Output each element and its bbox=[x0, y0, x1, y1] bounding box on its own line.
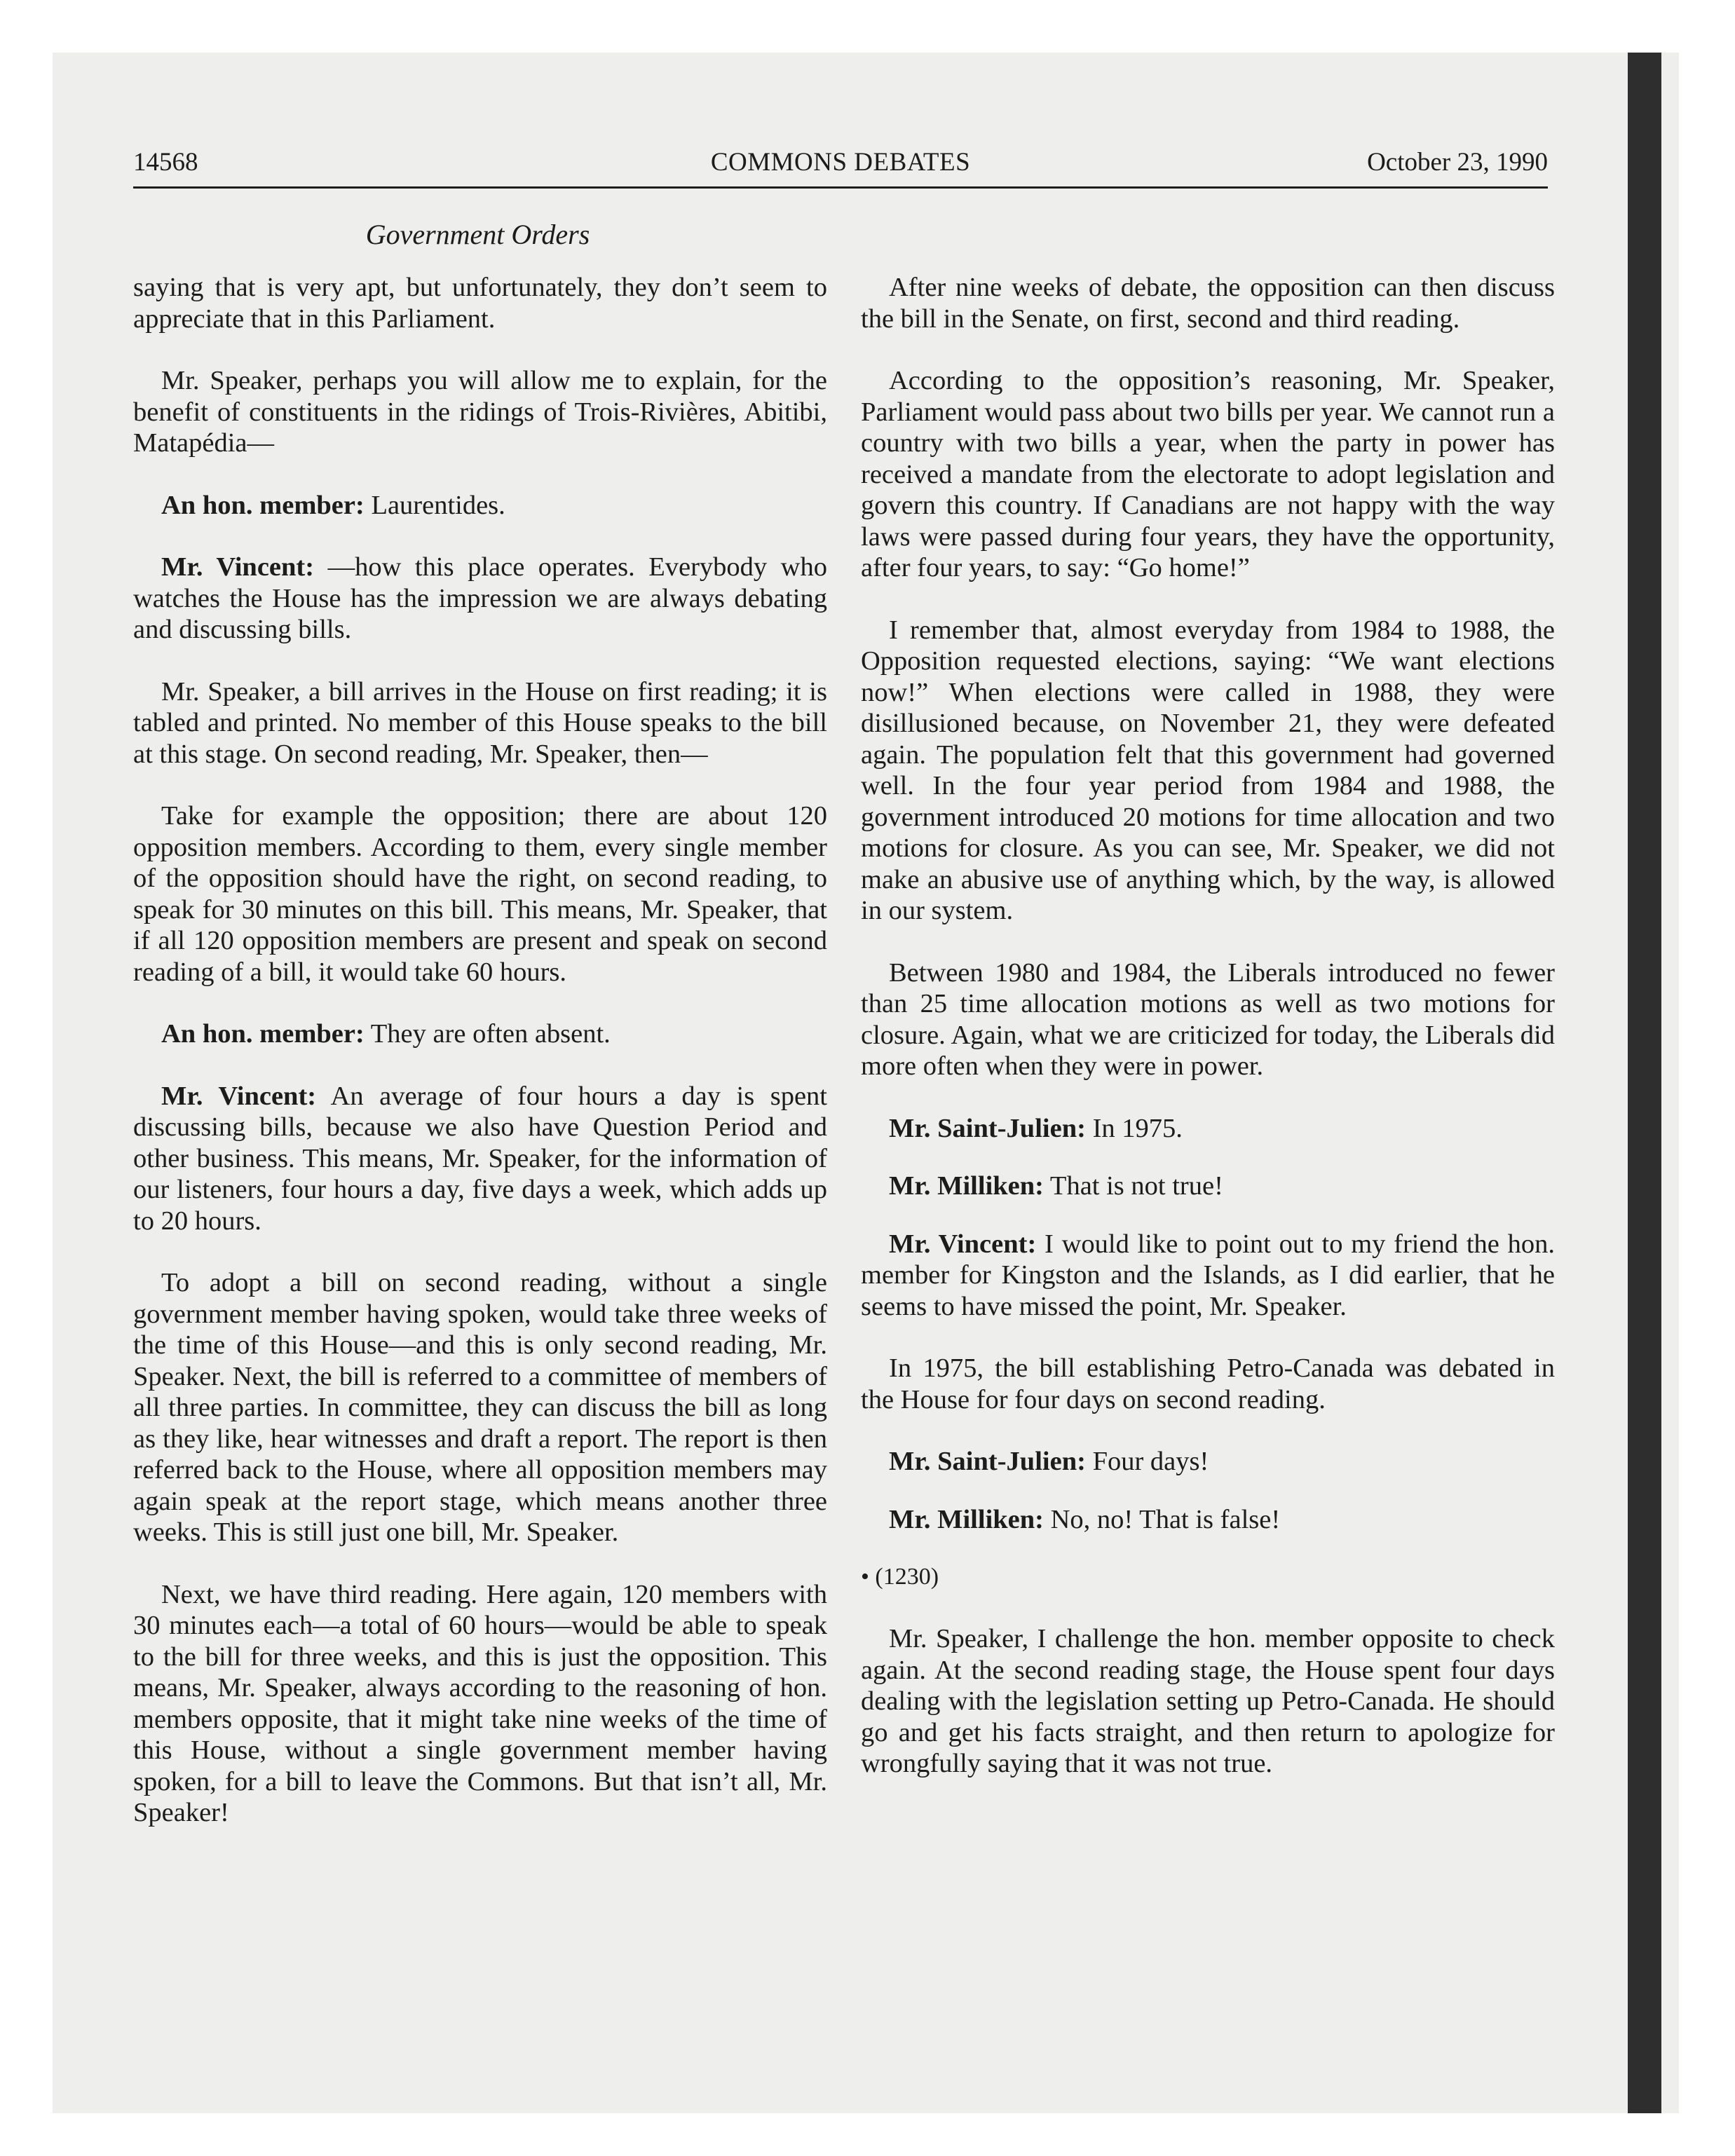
speech-paragraph bbox=[133, 552, 827, 646]
right-column bbox=[861, 272, 1555, 1810]
speech-text: Laurentides. bbox=[364, 490, 505, 520]
page-number: 14568 bbox=[133, 148, 198, 177]
speaker-name: An hon. member: bbox=[161, 1019, 365, 1049]
speech-text: No, no! That is false! bbox=[1044, 1504, 1281, 1534]
speech-paragraph bbox=[861, 1446, 1555, 1478]
header-date: October 23, 1990 bbox=[1367, 148, 1548, 177]
speaker-name: An hon. member: bbox=[161, 490, 365, 520]
paragraph: Next, we have third reading. Here again, 120 members with 30 minutes each—a total of 60 hours—would be able to speak to the bill for three weeks, and this is just the opposition. This means, Mr. Speaker, always according to the reasoning of hon. members opposite, that it might take nine weeks of the time of this House, without a single government member having spoken, for a bill to leave the Commons. But that isn’t all, Mr. Speaker! bbox=[133, 1579, 827, 1827]
paragraph: Mr. Speaker, perhaps you will allow me to explain, for the benefit of constituents in the ridings of Trois-Rivières, Abitibi, Matapédia— bbox=[133, 366, 827, 458]
speech-paragraph bbox=[133, 1081, 827, 1237]
speech-paragraph bbox=[861, 1113, 1555, 1145]
speech-paragraph bbox=[133, 490, 827, 521]
time-marker: • (1230) bbox=[861, 1564, 939, 1590]
paragraph: Mr. Speaker, a bill arrives in the House on first reading; it is tabled and printed. No member of this House speaks to the bill at this stage. On second reading, Mr. Speaker, then— bbox=[133, 676, 827, 769]
speech-text: In 1975. bbox=[1085, 1113, 1183, 1143]
speaker-name: Mr. Vincent: bbox=[161, 552, 315, 582]
paragraph: Between 1980 and 1984, the Liberals introduced no fewer than 25 time allocation motions as well as two motions for closure. Again, what we are criticized for today, the Liberals did more often when they were in power. bbox=[861, 957, 1555, 1081]
speech-paragraph bbox=[861, 1171, 1555, 1202]
section-title: Government Orders bbox=[365, 219, 590, 250]
speaker-name: Mr. Vincent: bbox=[889, 1229, 1037, 1259]
left-column bbox=[133, 272, 827, 1860]
speaker-name: Mr. Milliken: bbox=[889, 1504, 1044, 1534]
paragraph: Take for example the opposition; there are about 120 opposition members. According to them, every single member of the opposition should have the right, on second reading, to speak for 30 minutes on this bill. This means, Mr. Speaker, that if all 120 opposition members are present and speak on second reading of a bill, it would take 60 hours. bbox=[133, 801, 827, 987]
speaker-name: Mr. Saint-Julien: bbox=[889, 1447, 1086, 1476]
paragraph: saying that is very apt, but unfortunately, they don’t seem to appreciate that in this Parliament. bbox=[133, 273, 827, 334]
speech-text: They are often absent. bbox=[364, 1019, 611, 1049]
paragraph: According to the opposition’s reasoning, Mr. Speaker, Parliament would pass about two bills per year. We cannot run a country with two bills a year, when the party in power has received a mandate from the electorate to adopt legislation and govern this country. If Canadians are not happy with the way laws were passed during four years, they have the opportunity, after four years, to say: “Go home!” bbox=[861, 366, 1555, 582]
speaker-name: Mr. Saint-Julien: bbox=[889, 1113, 1086, 1143]
paragraph: I remember that, almost everyday from 1984 to 1988, the Opposition requested elections, saying: “We want elections now!” When elections were called in 1988, they were disillusioned because, on November 21, they were defeated again. The population felt that this government had governed well. In the four year period from 1984 and 1988, the government introduced 20 motions for time allocation and two motions for closure. As you can see, Mr. Speaker, we did not make an abusive use of anything which, by the way, is allowed in our system. bbox=[861, 615, 1555, 925]
publication-title: COMMONS DEBATES bbox=[710, 148, 971, 177]
speech-paragraph bbox=[861, 1229, 1555, 1323]
speech-text: That is not true! bbox=[1044, 1171, 1223, 1201]
speaker-name: Mr. Milliken: bbox=[889, 1171, 1044, 1201]
speech-paragraph bbox=[861, 1504, 1555, 1536]
page-header bbox=[133, 146, 1548, 185]
speech-paragraph bbox=[133, 1018, 827, 1050]
paragraph: In 1975, the bill establishing Petro-Canada was debated in the House for four days on second reading. bbox=[861, 1353, 1555, 1414]
speaker-name: Mr. Vincent: bbox=[161, 1081, 317, 1111]
speech-text: An average of four hours a day is spent discussing bills, because we also have Question Period and other business. This means, Mr. Speaker, for the information of our listeners, four hours a day, five days a week, which adds up to 20 hours. bbox=[133, 1081, 827, 1236]
speech-text: I would like to point out to my friend the hon. member for Kingston and the Islands, as I did earlier, that he seems to have missed the point, Mr. Speaker. bbox=[861, 1229, 1555, 1321]
paragraph: Mr. Speaker, I challenge the hon. member opposite to check again. At the second reading stage, the House spent four days dealing with the legislation setting up Petro-Canada. He should go and get his facts straight, and then return to apologize for wrongfully saying that it was not true. bbox=[861, 1624, 1555, 1778]
paragraph: After nine weeks of debate, the opposition can then discuss the bill in the Senate, on first, second and third reading. bbox=[861, 273, 1555, 334]
header-rule bbox=[133, 186, 1548, 189]
speech-text: —how this place operates. Everybody who watches the House has the impression we are always debating and discussing bills. bbox=[133, 552, 827, 644]
paragraph: To adopt a bill on second reading, without a single government member having spoken, would take three weeks of the time of this House—and this is only second reading, Mr. Speaker. Next, the bill is referred to a committee of members of all three parties. In committee, they can discuss the bill as long as they like, hear witnesses and draft a report. The report is then referred back to the House, where all opposition members may again speak at the report stage, which means another three weeks. This is still just one bill, Mr. Speaker. bbox=[133, 1268, 827, 1547]
speech-text: Four days! bbox=[1085, 1447, 1209, 1476]
